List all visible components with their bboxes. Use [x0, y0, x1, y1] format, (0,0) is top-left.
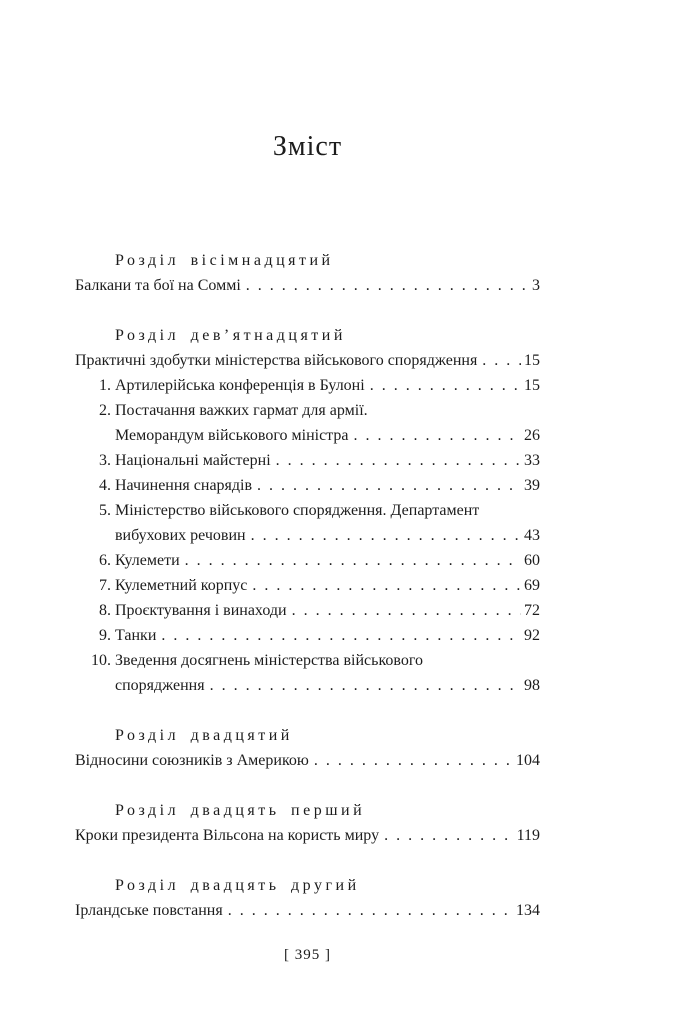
entry-page-number: 43 [524, 527, 540, 544]
entry-number: 7. [99, 577, 111, 594]
toc-subentry [75, 623, 540, 648]
entry-label: спорядження [115, 677, 205, 694]
toc-entry [75, 823, 540, 848]
toc-subentry-continuation [75, 423, 540, 448]
toc-section [75, 248, 540, 298]
toc-subentry-continuation [75, 523, 540, 548]
entry-label: Відносини союзників з Америкою [75, 752, 309, 769]
toc-subentry [75, 573, 540, 598]
entry-label: Практичні здобутки міністерства військового спорядження [75, 352, 478, 369]
dot-leader [370, 373, 521, 398]
entry-label: Кулеметний корпус [115, 577, 248, 594]
page-title: Зміст [272, 131, 343, 162]
dot-leader [228, 898, 513, 923]
entry-number: 5. [99, 502, 111, 519]
entry-page-number: 134 [516, 902, 540, 919]
entry-label: вибухових речовин [115, 527, 246, 544]
entry-label: Артилерійська конференція в Булоні [115, 377, 365, 394]
dot-leader [482, 348, 521, 373]
dot-leader [292, 598, 521, 623]
toc-entry [75, 898, 540, 923]
entry-label: Танки [115, 627, 157, 644]
entry-page-number: 39 [524, 477, 540, 494]
toc-subentry-continuation [75, 673, 540, 698]
toc-section [75, 798, 540, 848]
entry-page-number: 15 [524, 377, 540, 394]
toc-section [75, 873, 540, 923]
entry-page-number: 69 [524, 577, 540, 594]
toc-entry [75, 748, 540, 773]
dot-leader [252, 573, 521, 598]
dot-leader [210, 673, 521, 698]
entry-page-number: 60 [524, 552, 540, 569]
entry-number: 3. [99, 452, 111, 469]
entry-label: Балкани та бої на Соммі [75, 277, 241, 294]
chapter-heading: Розділ двадцять перший [115, 802, 366, 819]
entry-page-number: 33 [524, 452, 540, 469]
entry-label: Проєктування і винаходи [115, 602, 287, 619]
chapter-heading: Розділ вісімнадцятий [115, 252, 334, 269]
chapter-heading: Розділ дев’ятнадцятий [115, 327, 346, 344]
entry-number: 10. [91, 652, 111, 669]
dot-leader [314, 748, 513, 773]
entry-page-number: 3 [532, 277, 540, 294]
toc-subentry [75, 448, 540, 473]
entry-label: Ірландське повстання [75, 902, 223, 919]
entry-label: Кулемети [115, 552, 180, 569]
toc-subentry [75, 473, 540, 498]
dot-leader [276, 448, 521, 473]
entry-label: Постачання важких гармат для армії. [115, 402, 368, 419]
entry-page-number: 92 [524, 627, 540, 644]
entry-number: 1. [99, 377, 111, 394]
toc-subentry [75, 648, 540, 673]
entry-number: 8. [99, 602, 111, 619]
toc-subentry [75, 498, 540, 523]
entry-page-number: 15 [524, 352, 540, 369]
folio-page-number: [ 395 ] [284, 947, 331, 963]
dot-leader [161, 623, 521, 648]
entry-label: Кроки президента Вільсона на користь миру [75, 827, 380, 844]
toc-content [75, 0, 540, 923]
toc-section [75, 323, 540, 698]
dot-leader [384, 823, 514, 848]
toc-entry [75, 348, 540, 373]
entry-number: 4. [99, 477, 111, 494]
entry-page-number: 26 [524, 427, 540, 444]
entry-label: Меморандум військового міністра [115, 427, 349, 444]
dot-leader [246, 273, 529, 298]
entry-number: 9. [99, 627, 111, 644]
chapter-heading: Розділ двадцятий [115, 727, 293, 744]
toc-section [75, 723, 540, 773]
dot-leader [185, 548, 521, 573]
toc-subentry [75, 373, 540, 398]
dot-leader [353, 423, 521, 448]
toc-subentry [75, 598, 540, 623]
entry-label: Зведення досягнень міністерства військового [115, 652, 424, 669]
entry-page-number: 72 [524, 602, 540, 619]
toc-subentry [75, 548, 540, 573]
entry-page-number: 119 [516, 827, 540, 844]
entry-label: Начинення снарядів [115, 477, 253, 494]
chapter-heading: Розділ двадцять другий [115, 877, 360, 894]
entry-page-number: 104 [516, 752, 540, 769]
entry-number: 6. [99, 552, 111, 569]
entry-label: Національні майстерні [115, 452, 271, 469]
dot-leader [251, 523, 521, 548]
toc-entry [75, 273, 540, 298]
toc-subentry [75, 398, 540, 423]
entry-label: Міністерство військового спорядження. Департамент [115, 502, 480, 519]
entry-number: 2. [99, 402, 111, 419]
entry-page-number: 98 [524, 677, 540, 694]
page-footer [75, 947, 540, 964]
dot-leader [257, 473, 521, 498]
